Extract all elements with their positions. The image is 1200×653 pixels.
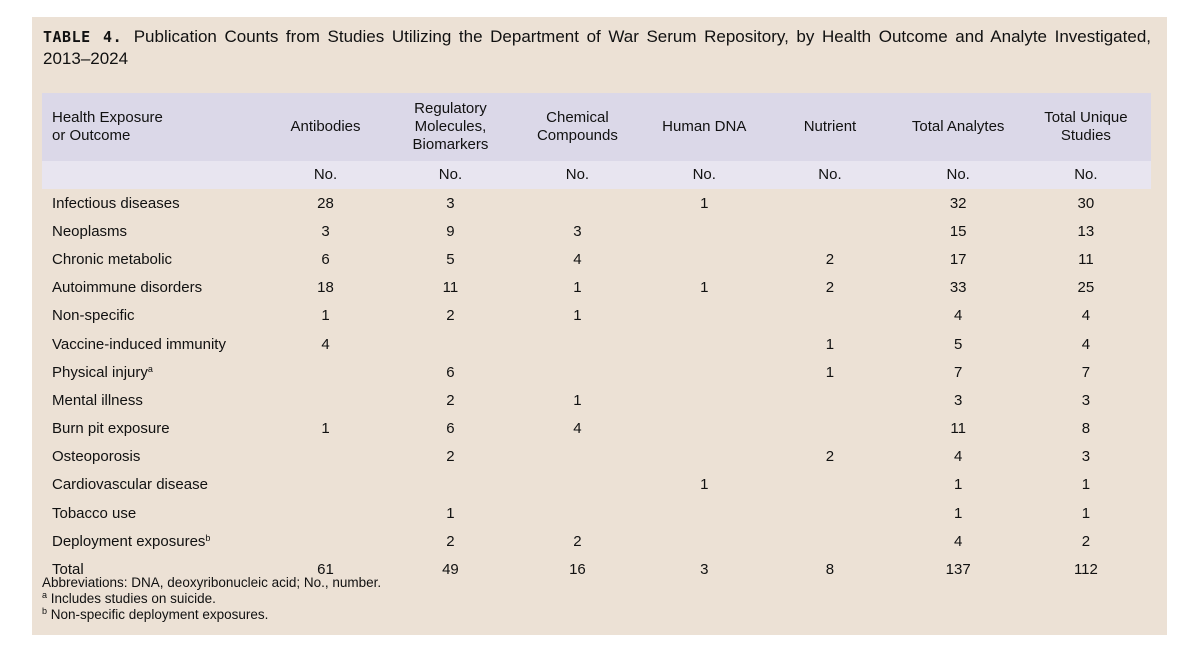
table-cell [261, 386, 390, 414]
table-cell: 2 [446, 448, 455, 466]
table-cell [764, 189, 895, 217]
header-line: Total Unique [1044, 109, 1128, 126]
table-cell: 6 [446, 363, 455, 381]
table-cell [644, 386, 764, 414]
table-cell [644, 499, 764, 527]
table-cell [764, 217, 895, 245]
table-cell: 2 [825, 250, 835, 268]
row-label: Autoimmune disorders [52, 279, 203, 297]
table-cell [644, 358, 764, 386]
column-header-chemical-compounds [511, 93, 644, 161]
table-cell: 3 [700, 561, 709, 579]
table-cell [511, 499, 644, 527]
table-cell: 4 [1081, 335, 1091, 353]
table-cell: 18 [317, 279, 334, 297]
header-line: Biomarkers [412, 136, 489, 153]
table-row [42, 527, 1151, 555]
row-label: Physical injury [52, 363, 148, 381]
table-cell: 3 [446, 194, 455, 212]
row-label-cell [42, 386, 261, 414]
table-cell: 1 [953, 504, 963, 522]
table-cell: 6 [321, 250, 330, 268]
table-cell [261, 499, 390, 527]
table-cell [644, 245, 764, 273]
header-line: Studies [1060, 127, 1111, 144]
subheader-empty [42, 161, 261, 189]
header-line: Regulatory [414, 100, 487, 117]
table-row [42, 189, 1151, 217]
table-cell: 8 [825, 561, 835, 579]
table-cell [511, 443, 644, 471]
table-row [42, 274, 1151, 302]
table-cell: 3 [321, 222, 330, 240]
table-cell [644, 415, 764, 443]
table-cell: 25 [1077, 279, 1095, 297]
table-cell: 15 [949, 222, 967, 240]
row-label: Cardiovascular disease [52, 476, 208, 494]
table-cell [764, 499, 895, 527]
footnote-text: Non-specific deployment exposures. [47, 607, 269, 622]
table-cell [261, 443, 390, 471]
table-cell: 3 [1081, 391, 1091, 409]
row-label-cell [42, 499, 261, 527]
row-label: Vaccine-induced immunity [52, 335, 226, 353]
table-cell: 33 [949, 279, 967, 297]
table-cell [644, 217, 764, 245]
table-cell: 1 [700, 279, 709, 297]
table-cell: 2 [446, 307, 455, 325]
table-cell: 2 [573, 532, 582, 550]
table-cell [511, 471, 644, 499]
table-cell: 1 [1081, 504, 1091, 522]
footnote-text: Includes studies on suicide. [47, 591, 216, 606]
table-row [42, 415, 1151, 443]
subheader-no: No. [1021, 161, 1151, 189]
subheader-no: No. [764, 161, 895, 189]
footnote [42, 607, 381, 623]
table-cell: 5 [953, 335, 963, 353]
header-line: or Outcome [52, 127, 131, 144]
table-row [42, 471, 1151, 499]
header-line: Human DNA [662, 118, 747, 135]
table-cell: 32 [949, 194, 967, 212]
table-cell: 61 [317, 561, 334, 579]
table-cell: 3 [953, 391, 963, 409]
table-caption [43, 26, 1151, 70]
subheader-no: No. [896, 161, 1021, 189]
table-cell: 28 [317, 194, 334, 212]
header-line: Compounds [536, 127, 618, 144]
subheader-row [42, 161, 1151, 189]
column-header-outcome [42, 93, 261, 161]
subheader-no: No. [511, 161, 644, 189]
table-cell: 137 [945, 561, 971, 579]
table-cell [511, 330, 644, 358]
row-label-cell [42, 189, 261, 217]
table-cell: 1 [321, 307, 330, 325]
table-cell [644, 527, 764, 555]
table-cell: 2 [825, 448, 835, 466]
table-cell: 112 [1073, 561, 1098, 579]
row-label: Mental illness [52, 391, 143, 409]
table-cell: 1 [321, 420, 330, 438]
footnote [42, 591, 381, 607]
table-cell: 1 [573, 307, 582, 325]
table-cell: 2 [825, 279, 835, 297]
table-cell [261, 527, 390, 555]
table-cell [764, 471, 895, 499]
table-cell: 4 [321, 335, 330, 353]
table-cell [390, 330, 511, 358]
table-row [42, 217, 1151, 245]
row-label: Tobacco use [52, 504, 137, 522]
table-cell: 3 [573, 222, 582, 240]
table-row [42, 443, 1151, 471]
table-cell: 1 [700, 476, 709, 494]
table-body [42, 189, 1151, 584]
subheader-no: No. [644, 161, 764, 189]
table-cell: 1 [573, 391, 582, 409]
row-label-cell [42, 274, 261, 302]
table-cell: 1 [953, 476, 963, 494]
row-label-cell [42, 471, 261, 499]
table-title: Publication Counts from Studies Utilizing the Department of War Serum Repository, by Health Outcome and Analyte Investigated, 2013–2024 [43, 27, 1151, 68]
column-header-antibodies [261, 93, 390, 161]
column-header-total-analytes [896, 93, 1021, 161]
table-cell [644, 443, 764, 471]
table-row [42, 499, 1151, 527]
table-cell: 8 [1081, 420, 1091, 438]
footnote-text: Abbreviations: DNA, deoxyribonucleic acid; No., number. [42, 575, 382, 590]
column-header-nutrient [764, 93, 895, 161]
row-label-cell [42, 302, 261, 330]
table-cell: 4 [953, 532, 963, 550]
table-cell: 7 [953, 363, 963, 381]
table-cell: 4 [573, 250, 582, 268]
table-cell: 11 [442, 279, 459, 297]
table-panel [32, 17, 1167, 635]
table-cell [644, 330, 764, 358]
subheader-no: No. [261, 161, 390, 189]
table-cell: 3 [1081, 448, 1091, 466]
row-label: Osteoporosis [52, 448, 141, 466]
table-cell: 1 [446, 504, 455, 522]
data-table [42, 93, 1151, 584]
footnote-marker: b [42, 606, 48, 616]
table-cell: 5 [446, 250, 455, 268]
table-cell: 1 [573, 279, 582, 297]
row-label: Infectious diseases [52, 194, 180, 212]
footnotes [42, 575, 381, 623]
table-cell [261, 471, 390, 499]
row-label-cell [42, 330, 261, 358]
table-cell: 1 [1081, 476, 1091, 494]
table-cell: 7 [1081, 363, 1091, 381]
table-cell: 13 [1077, 222, 1095, 240]
subheader-no: No. [390, 161, 511, 189]
table-row [42, 302, 1151, 330]
row-label: Non-specific [52, 307, 135, 325]
row-label: Deployment exposures [52, 532, 206, 550]
table-cell: 1 [825, 335, 835, 353]
table-cell: 30 [1077, 194, 1095, 212]
header-line: Health Exposure [52, 109, 163, 126]
header-line: Molecules, [414, 118, 487, 135]
column-header-total-unique-studies [1021, 93, 1151, 161]
row-label-cell [42, 527, 261, 555]
header-line: Chemical [546, 109, 609, 126]
table-cell: 6 [446, 420, 455, 438]
footnote [42, 575, 381, 591]
table-row [42, 245, 1151, 273]
footnote-marker: b [205, 532, 211, 543]
table-cell: 2 [446, 532, 455, 550]
header-row [42, 93, 1151, 161]
table-cell [511, 358, 644, 386]
table-cell [390, 471, 511, 499]
table-cell: 9 [446, 222, 455, 240]
footnote-marker: a [42, 590, 48, 600]
table-cell: 4 [953, 448, 963, 466]
table-row [42, 358, 1151, 386]
table-cell [764, 302, 895, 330]
table-cell [511, 189, 644, 217]
row-label-cell [42, 358, 261, 386]
column-header-regulatory-molecules [390, 93, 511, 161]
table-cell: 17 [949, 250, 967, 268]
table-row [42, 330, 1151, 358]
table-cell: 49 [442, 561, 459, 579]
table-cell [261, 358, 390, 386]
row-label-cell [42, 245, 261, 273]
table-cell: 11 [950, 420, 966, 438]
footnote-marker: a [147, 363, 153, 374]
table-cell: 16 [569, 561, 586, 579]
row-label: Chronic metabolic [52, 250, 173, 268]
table-cell: 4 [1081, 307, 1091, 325]
table-cell: 1 [825, 363, 835, 381]
table-cell: 2 [446, 391, 455, 409]
table-cell [644, 302, 764, 330]
row-label-cell [42, 217, 261, 245]
table-cell: 4 [953, 307, 963, 325]
table-cell [764, 527, 895, 555]
row-label: Neoplasms [52, 222, 128, 240]
table-cell [764, 415, 895, 443]
row-label: Burn pit exposure [52, 420, 170, 438]
header-line: Nutrient [803, 118, 857, 135]
table-cell: 11 [1078, 250, 1094, 268]
table-cell: 2 [1081, 532, 1091, 550]
header-line: Total Analytes [911, 118, 1005, 135]
table-cell: 1 [700, 194, 709, 212]
table-row [42, 386, 1151, 414]
table-label: TABLE 4. [43, 28, 123, 46]
row-label-cell [42, 443, 261, 471]
table-cell: 4 [573, 420, 582, 438]
row-label-cell [42, 415, 261, 443]
column-header-human-dna [644, 93, 764, 161]
row-label: Total [52, 561, 84, 579]
table-cell [764, 386, 895, 414]
header-line: Antibodies [290, 118, 361, 135]
